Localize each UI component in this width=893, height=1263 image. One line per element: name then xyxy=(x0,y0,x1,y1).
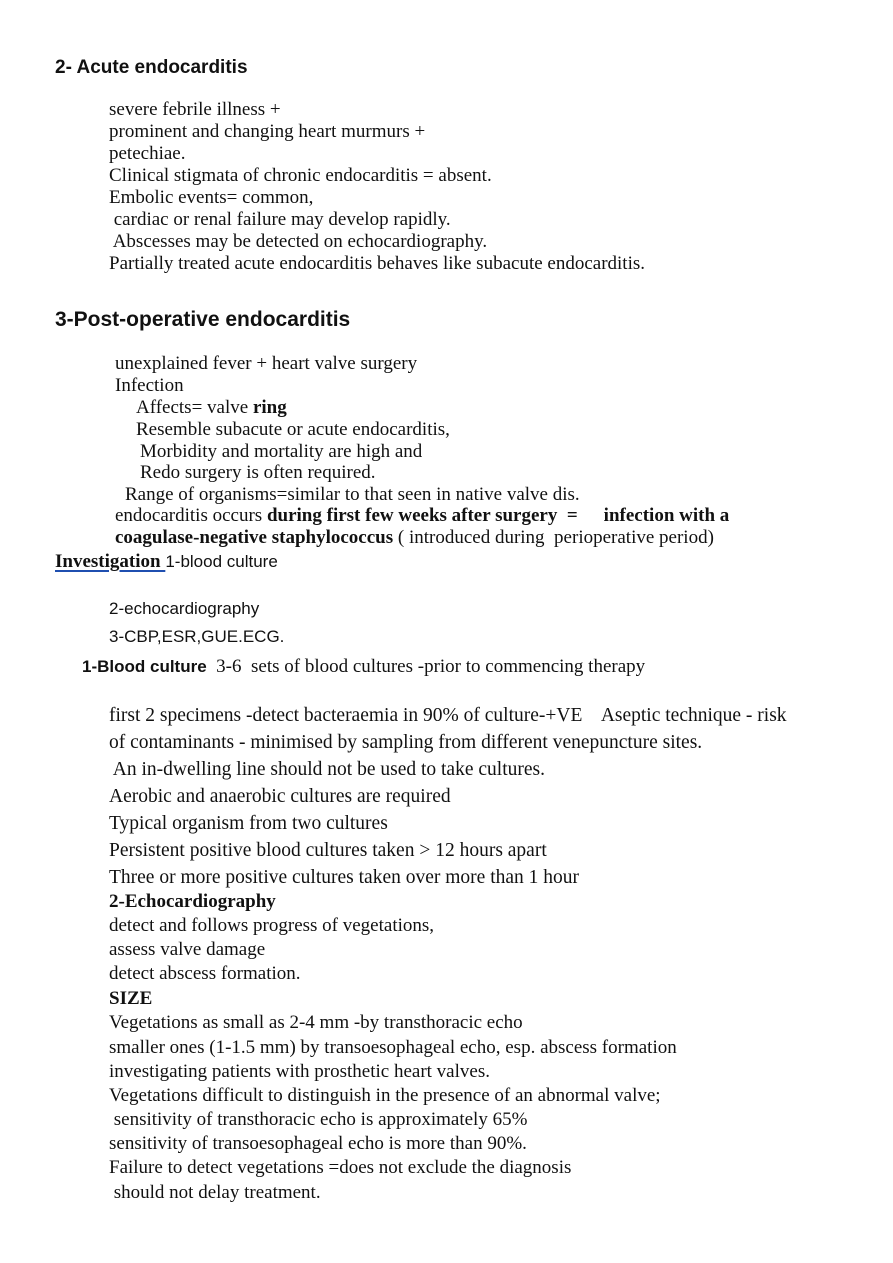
size-line-3: investigating patients with prosthetic heart valves. xyxy=(109,1061,490,1082)
blood-culture-line-3: An in-dwelling line should not be used to take cultures. xyxy=(109,759,545,780)
acute-endocarditis-heading: 2- Acute endocarditis xyxy=(55,57,248,78)
echo-heading: 2-Echocardiography xyxy=(109,891,276,912)
postop-endocarditis-heading: 3-Post-operative endocarditis xyxy=(55,308,351,331)
echo-line-3: detect abscess formation. xyxy=(109,963,301,984)
size-line-1: Vegetations as small as 2-4 mm -by transthoracic echo xyxy=(109,1012,523,1033)
blood-culture-line-1: first 2 specimens -detect bacteraemia in 90% of culture-+VE Aseptic technique - risk xyxy=(109,705,787,726)
investigation-item-1: 1-blood culture xyxy=(165,552,278,571)
acute-line-6: cardiac or renal failure may develop rapidly. xyxy=(109,209,451,230)
acute-line-3: petechiae. xyxy=(109,143,186,164)
postop-line-5: Morbidity and mortality are high and xyxy=(140,441,423,462)
acute-line-8: Partially treated acute endocarditis behaves like subacute endocarditis. xyxy=(109,253,646,274)
investigation-item-3: 3-CBP,ESR,GUE.ECG. xyxy=(109,627,285,646)
investigation-label: Investigation xyxy=(55,551,166,572)
acute-line-1: severe febrile illness + xyxy=(109,99,281,120)
echo-line-2: assess valve damage xyxy=(109,939,266,960)
blood-culture-line xyxy=(82,656,645,678)
postop-line-9: coagulase-negative staphylococcus ( introduced during perioperative period) xyxy=(115,527,714,548)
postop-line-7: Range of organisms=similar to that seen in native valve dis. xyxy=(125,484,580,505)
blood-culture-heading: 1-Blood culture xyxy=(82,657,207,676)
blood-culture-line-7: Three or more positive cultures taken over more than 1 hour xyxy=(109,867,580,888)
postop-line-8: endocarditis occurs during first few weeks after surgery = infection with a xyxy=(115,505,730,526)
blood-culture-line-5: Typical organism from two cultures xyxy=(109,813,388,834)
size-line-4: Vegetations difficult to distinguish in the presence of an abnormal valve; xyxy=(109,1085,661,1106)
blood-culture-line-2: of contaminants - minimised by sampling from different venepuncture sites. xyxy=(109,732,703,753)
size-line-2: smaller ones (1-1.5 mm) by transoesophageal echo, esp. abscess formation xyxy=(109,1037,677,1058)
size-line-6: sensitivity of transoesophageal echo is more than 90%. xyxy=(109,1133,527,1154)
postop-line-2: Infection xyxy=(115,375,184,396)
size-line-5: sensitivity of transthoracic echo is approximately 65% xyxy=(109,1109,528,1130)
investigation-item-2: 2-echocardiography xyxy=(109,599,260,618)
postop-line-6: Redo surgery is often required. xyxy=(140,462,376,483)
size-heading: SIZE xyxy=(109,988,153,1009)
postop-line-3: Affects= valve ring xyxy=(136,397,287,418)
postop-line-4: Resemble subacute or acute endocarditis, xyxy=(136,419,450,440)
size-line-7: Failure to detect vegetations =does not exclude the diagnosis xyxy=(109,1157,572,1178)
size-line-8: should not delay treatment. xyxy=(109,1182,321,1203)
blood-culture-intro: 3-6 sets of blood cultures -prior to commencing therapy xyxy=(206,656,646,677)
blood-culture-line-6: Persistent positive blood cultures taken > 12 hours apart xyxy=(109,840,547,861)
investigation-line xyxy=(55,551,278,573)
acute-line-4: Clinical stigmata of chronic endocarditis = absent. xyxy=(109,165,492,186)
postop-line-1: unexplained fever + heart valve surgery xyxy=(115,353,418,374)
acute-line-7: Abscesses may be detected on echocardiography. xyxy=(109,231,488,252)
acute-line-5: Embolic events= common, xyxy=(109,187,314,208)
blood-culture-line-4: Aerobic and anaerobic cultures are required xyxy=(109,786,451,807)
echo-line-1: detect and follows progress of vegetations, xyxy=(109,915,435,936)
acute-line-2: prominent and changing heart murmurs + xyxy=(109,121,426,142)
